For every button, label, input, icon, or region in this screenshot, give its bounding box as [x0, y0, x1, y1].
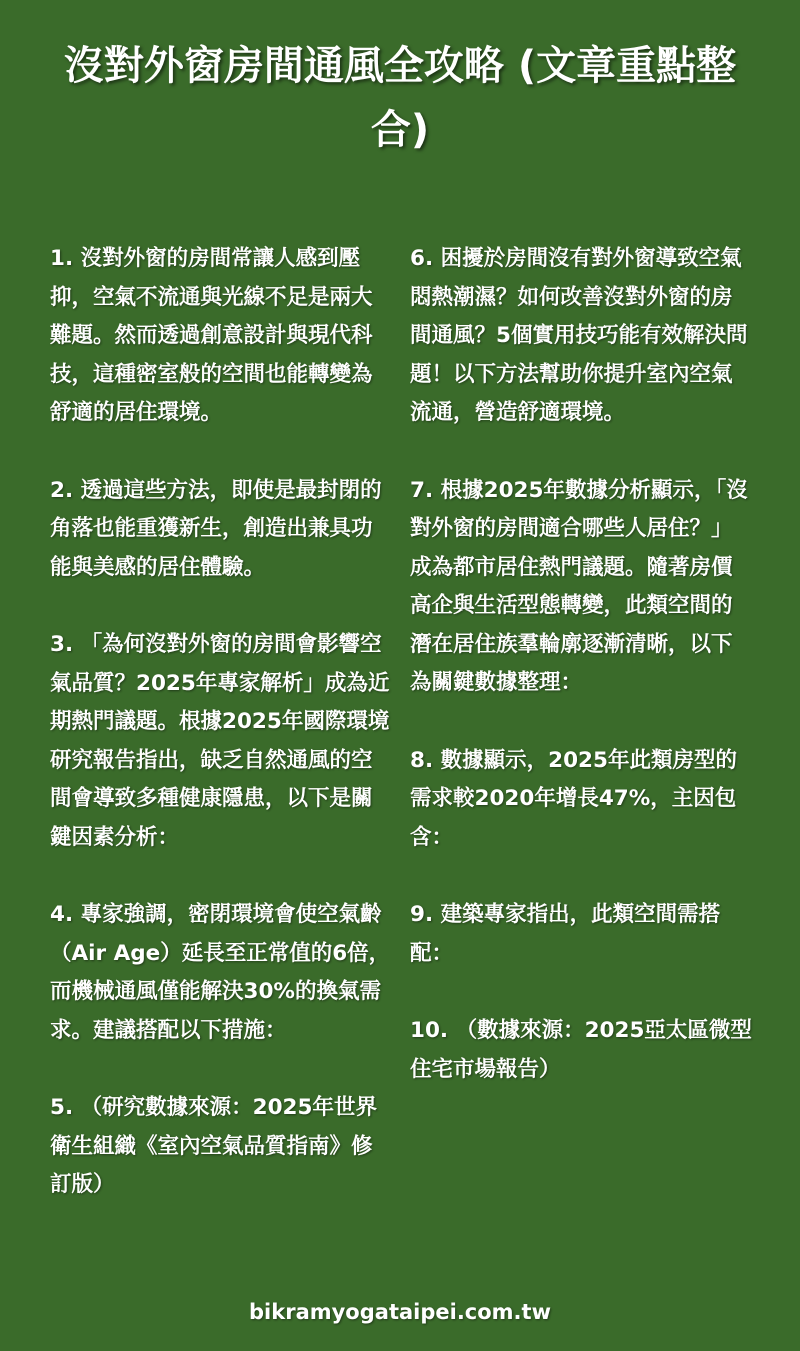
list-item: 5. （研究數據來源：2025年世界衛生組織《室內空氣品質指南》修訂版）: [50, 1095, 377, 1197]
left-column: [50, 240, 392, 1244]
list-item: 7. 根據2025年數據分析顯示，「沒對外窗的房間適合哪些人居住？」成為都市居住熱門議題。隨著房價高企與生活型態轉變，此類空間的潛在居住族羣輪廓逐漸清晰，以下為關鍵數據整理：: [410, 477, 748, 695]
list-item: 3. 「為何沒對外窗的房間會影響空氣品質？2025年專家解析」成為近期熱門議題。根據2025年國際環境研究報告指出，缺乏自然通風的空間會導致多種健康隱患，以下是關鍵因素分析：: [50, 632, 390, 850]
list-item: 1. 沒對外窗的房間常讓人感到壓抑，空氣不流通與光線不足是兩大難題。然而透過創意設計與現代科技，這種密室般的空間也能轉變為舒適的居住環境。: [50, 246, 373, 425]
right-column: [410, 240, 752, 1128]
page-title: 沒對外窗房間通風全攻略 (文章重點整合): [63, 43, 737, 153]
site-url: bikramyogataipei.com.tw: [249, 1300, 551, 1324]
list-item: 10. （數據來源：2025亞太區微型住宅市場報告）: [410, 1018, 752, 1082]
list-item: 9. 建築專家指出，此類空間需搭配：: [410, 902, 721, 966]
list-item: 4. 專家強調，密閉環境會使空氣齡（Air Age）延長至正常值的6倍，而機械通風僅能解決30%的換氣需求。建議搭配以下措施：: [50, 902, 391, 1043]
list-item: 8. 數據顯示，2025年此類房型的需求較2020年增長47%，主因包含：: [410, 747, 737, 850]
list-item: 2. 透過這些方法，即使是最封閉的角落也能重獲新生，創造出兼具功能與美感的居住體驗。: [50, 477, 382, 580]
list-item: 6. 困擾於房間沒有對外窗導致空氣悶熱潮濕？如何改善沒對外窗的房間通風？5個實用技巧能有效解決問題！以下方法幫助你提升室內空氣流通，營造舒適環境。: [410, 246, 748, 425]
